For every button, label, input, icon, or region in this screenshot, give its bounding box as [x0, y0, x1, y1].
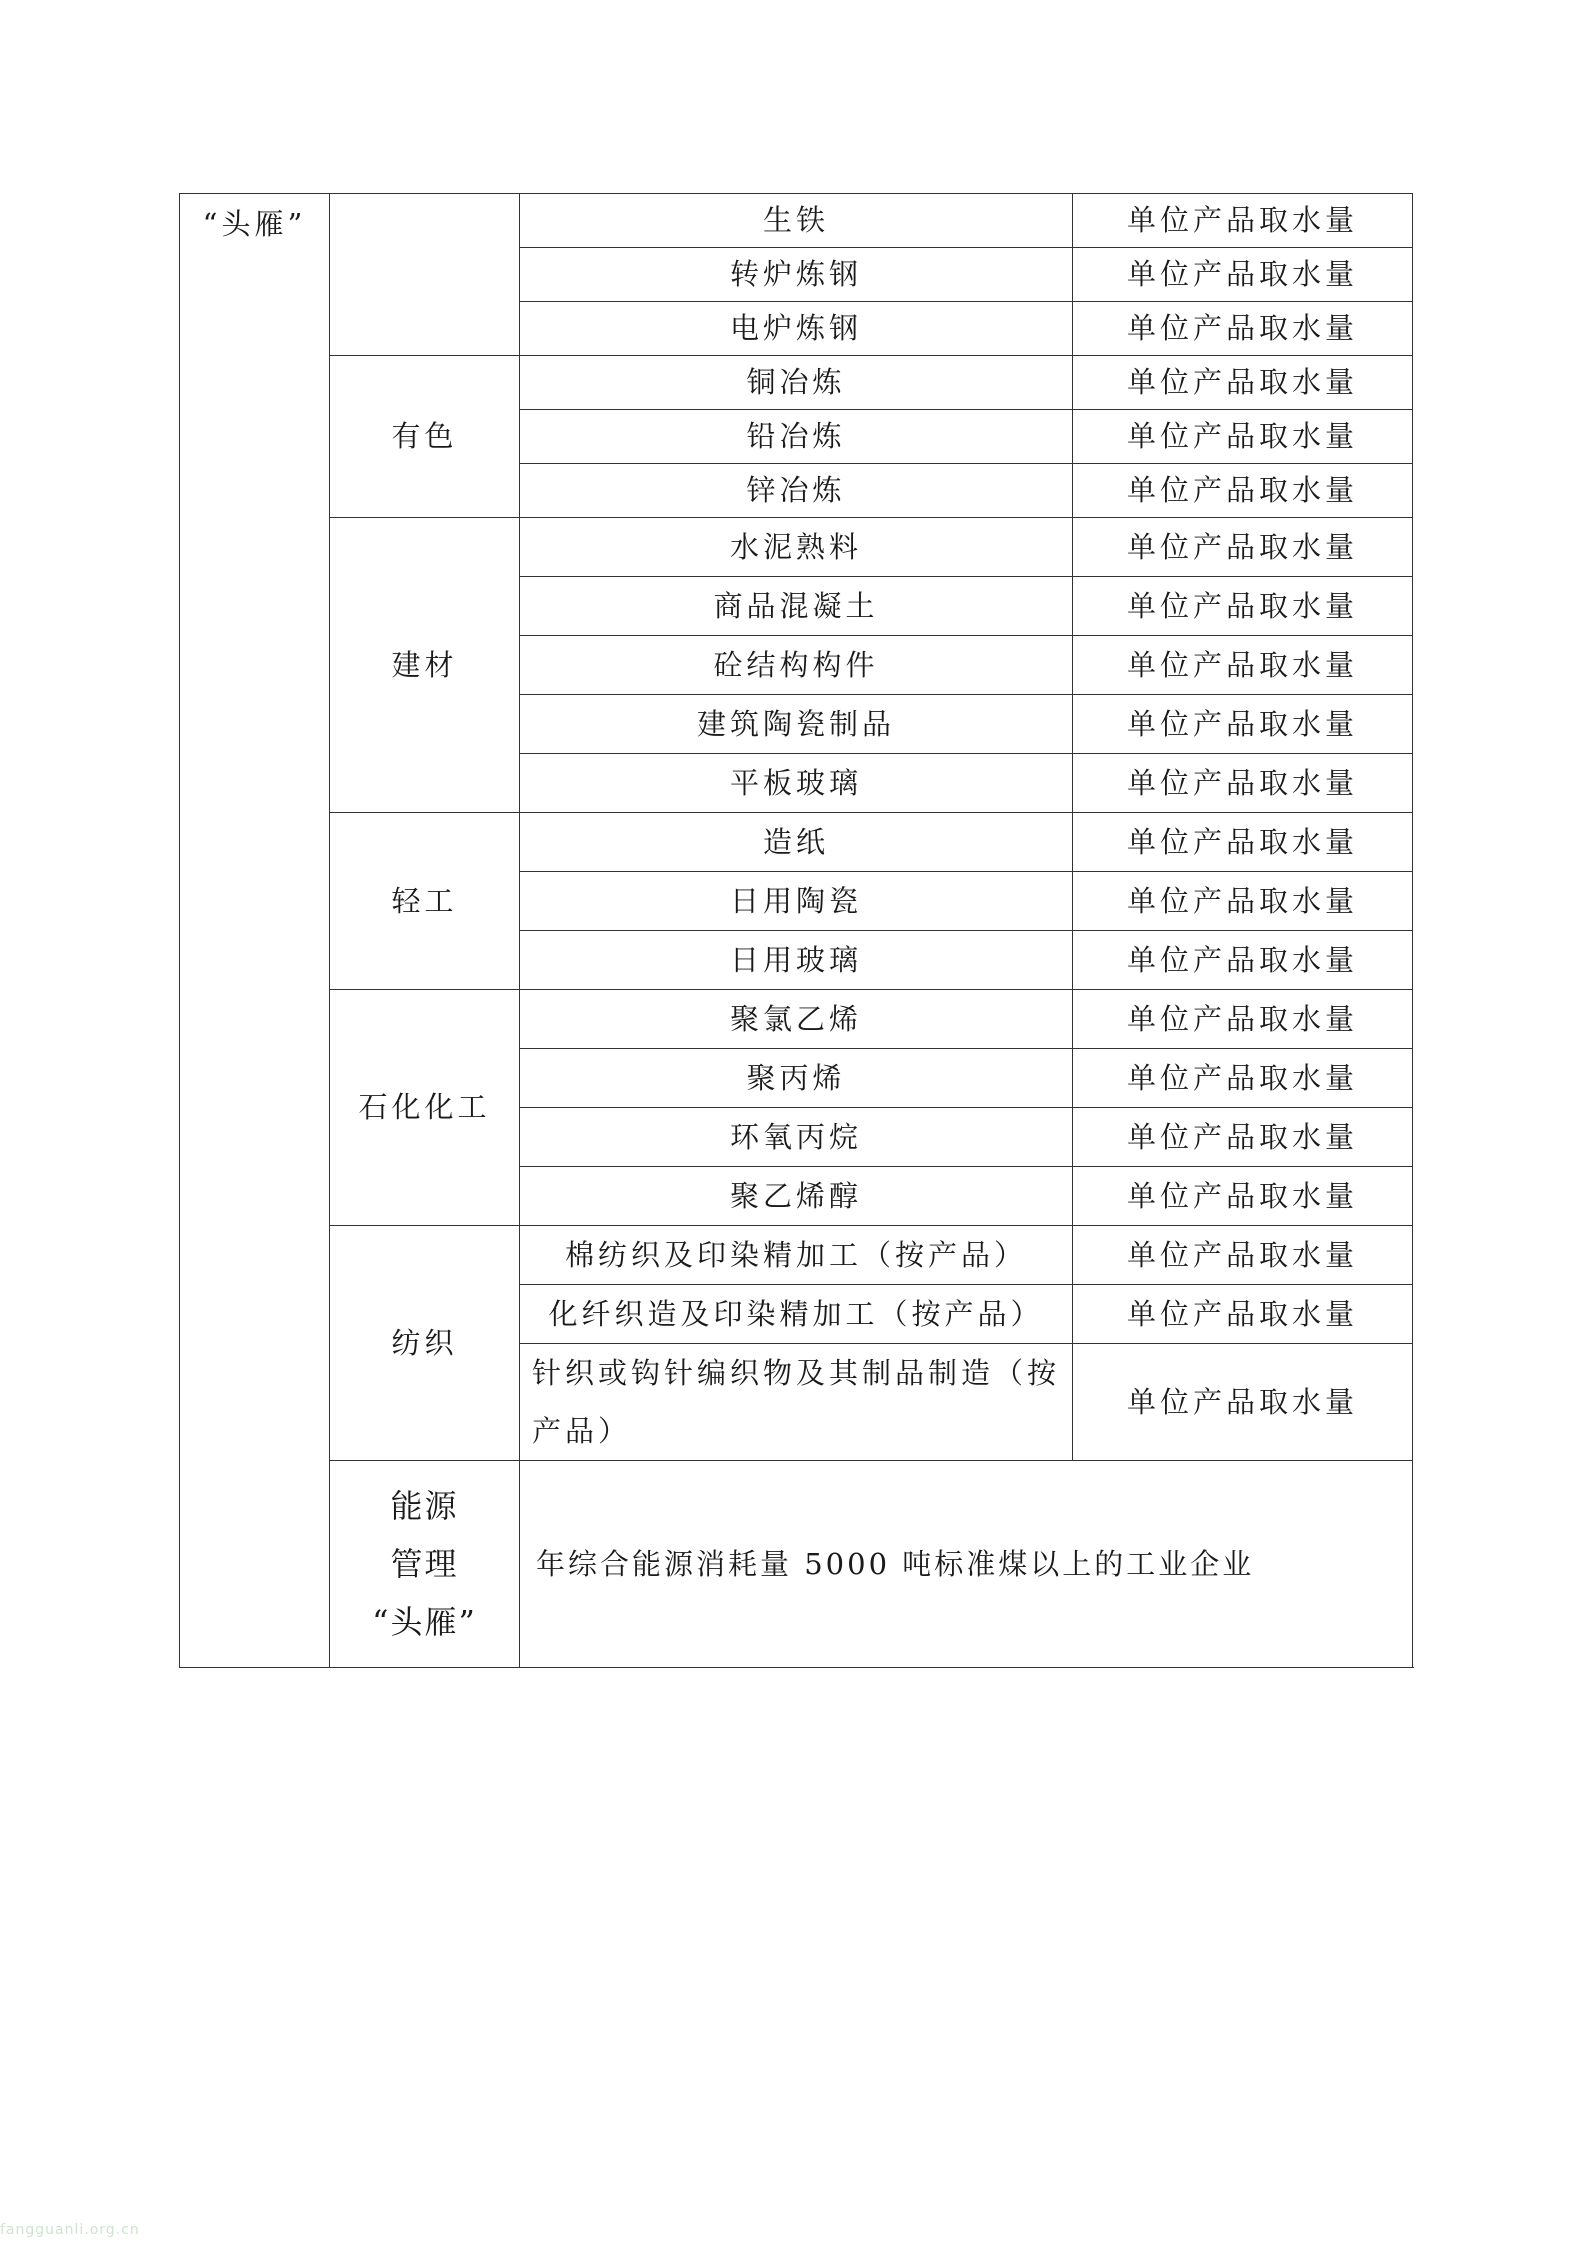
product-cell: 造纸 — [520, 813, 1073, 872]
indicator-cell: 单位产品取水量 — [1073, 1108, 1413, 1167]
industry-cell: 有色 — [330, 356, 520, 518]
table-row — [180, 813, 1413, 872]
indicator-cell: 单位产品取水量 — [1073, 813, 1413, 872]
product-cell: 砼结构构件 — [520, 636, 1073, 695]
indicator-cell: 单位产品取水量 — [1073, 1167, 1413, 1226]
indicator-cell: 单位产品取水量 — [1073, 754, 1413, 813]
industry-cell-continued — [330, 194, 520, 356]
indicator-cell: 单位产品取水量 — [1073, 194, 1413, 248]
product-cell: 日用陶瓷 — [520, 872, 1073, 931]
indicator-cell: 单位产品取水量 — [1073, 1344, 1413, 1461]
indicator-cell: 单位产品取水量 — [1073, 248, 1413, 302]
indicator-cell: 单位产品取水量 — [1073, 577, 1413, 636]
energy-category-line: 能源 — [390, 1487, 459, 1525]
watermark: fangguanli.org.cn — [0, 2222, 140, 2238]
product-cell: 聚氯乙烯 — [520, 990, 1073, 1049]
product-cell: 生铁 — [520, 194, 1073, 248]
energy-category-line: “头雁” — [372, 1603, 477, 1641]
product-cell: 水泥熟料 — [520, 518, 1073, 577]
product-cell: 商品混凝土 — [520, 577, 1073, 636]
table-row — [180, 990, 1413, 1049]
indicator-cell: 单位产品取水量 — [1073, 1285, 1413, 1344]
table-row — [180, 1461, 1413, 1668]
product-cell: 建筑陶瓷制品 — [520, 695, 1073, 754]
industry-cell: 纺织 — [330, 1226, 520, 1461]
product-cell: 电炉炼钢 — [520, 302, 1073, 356]
energy-category-cell — [330, 1461, 520, 1668]
indicator-cell: 单位产品取水量 — [1073, 1049, 1413, 1108]
industry-cell: 建材 — [330, 518, 520, 813]
energy-category-line: 管理 — [390, 1545, 459, 1583]
product-cell: 聚乙烯醇 — [520, 1167, 1073, 1226]
product-cell: 锌冶炼 — [520, 464, 1073, 518]
energy-description-cell: 年综合能源消耗量 5000 吨标准煤以上的工业企业 — [520, 1461, 1413, 1668]
category-cell: “头雁” — [180, 194, 330, 1668]
indicator-cell: 单位产品取水量 — [1073, 990, 1413, 1049]
indicator-cell: 单位产品取水量 — [1073, 931, 1413, 990]
table-row — [180, 518, 1413, 577]
product-cell: 化纤织造及印染精加工（按产品） — [520, 1285, 1073, 1344]
indicator-table — [179, 193, 1413, 1668]
indicator-cell: 单位产品取水量 — [1073, 410, 1413, 464]
product-cell: 聚丙烯 — [520, 1049, 1073, 1108]
product-cell: 针织或钩针编织物及其制品制造（按产品） — [520, 1344, 1073, 1461]
indicator-cell: 单位产品取水量 — [1073, 872, 1413, 931]
industry-cell: 轻工 — [330, 813, 520, 990]
indicator-cell: 单位产品取水量 — [1073, 636, 1413, 695]
product-cell: 环氧丙烷 — [520, 1108, 1073, 1167]
product-cell: 棉纺织及印染精加工（按产品） — [520, 1226, 1073, 1285]
industry-cell: 石化化工 — [330, 990, 520, 1226]
table-row — [180, 194, 1413, 248]
table-row — [180, 356, 1413, 410]
indicator-cell: 单位产品取水量 — [1073, 464, 1413, 518]
indicator-cell: 单位产品取水量 — [1073, 356, 1413, 410]
indicator-cell: 单位产品取水量 — [1073, 302, 1413, 356]
indicator-cell: 单位产品取水量 — [1073, 1226, 1413, 1285]
product-cell: 铅冶炼 — [520, 410, 1073, 464]
indicator-cell: 单位产品取水量 — [1073, 518, 1413, 577]
indicator-cell: 单位产品取水量 — [1073, 695, 1413, 754]
product-cell: 转炉炼钢 — [520, 248, 1073, 302]
product-cell: 日用玻璃 — [520, 931, 1073, 990]
table-row — [180, 1226, 1413, 1285]
product-cell: 平板玻璃 — [520, 754, 1073, 813]
product-cell: 铜冶炼 — [520, 356, 1073, 410]
